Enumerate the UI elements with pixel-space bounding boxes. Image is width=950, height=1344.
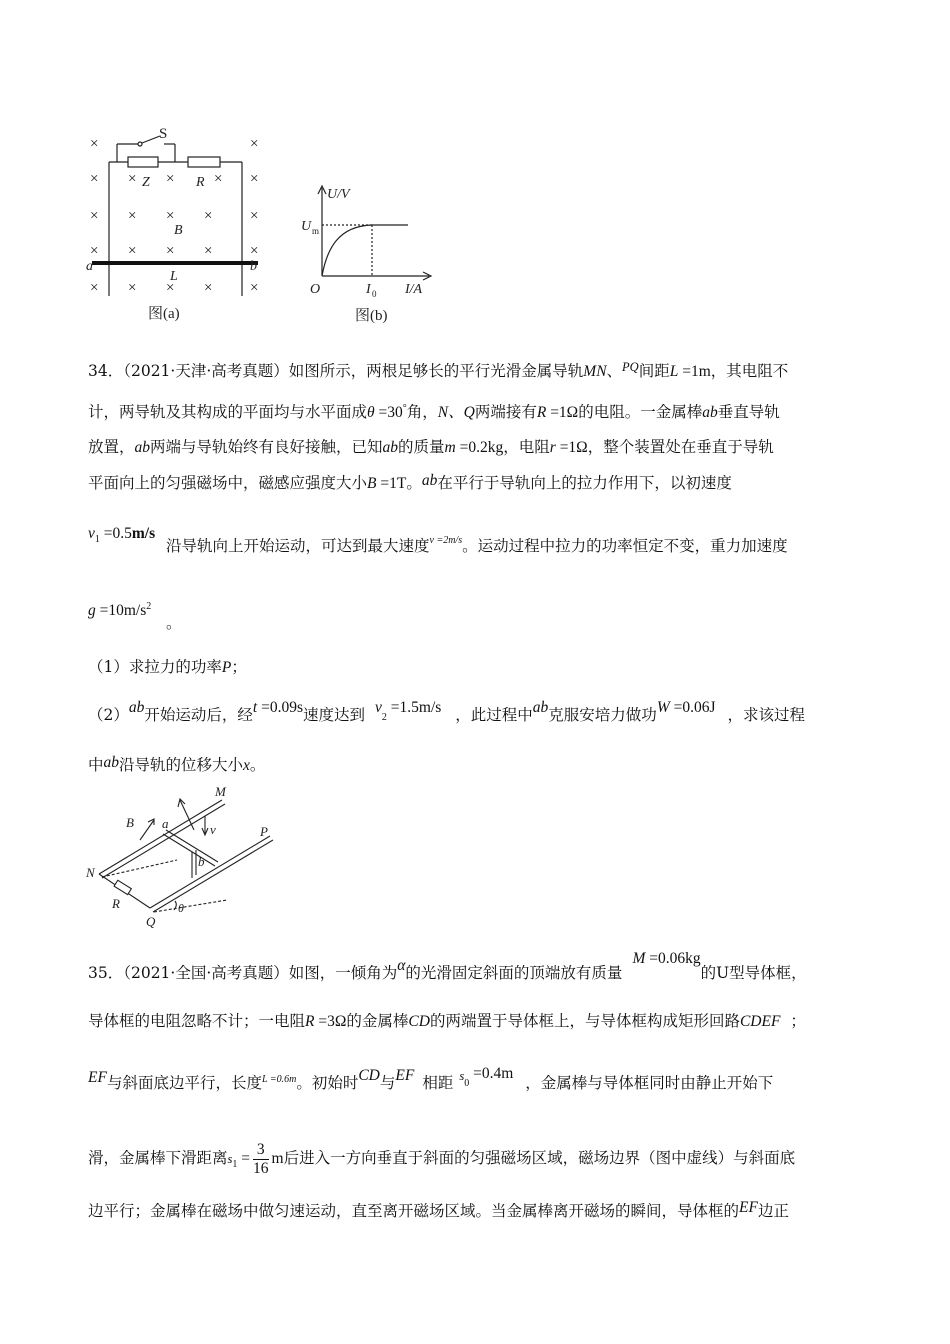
cross-mark: × bbox=[166, 208, 175, 224]
cross-mark: × bbox=[128, 208, 137, 224]
resistor-r-label: R bbox=[196, 175, 205, 190]
x-axis-label: I/A bbox=[405, 282, 423, 297]
cross-mark: × bbox=[90, 171, 99, 187]
q34-line-6: $g =10m/s^2$ bbox=[88, 601, 152, 620]
q34-part-3: 中ab沿导轨的位移大小x。 bbox=[88, 754, 266, 774]
cross-mark: × bbox=[250, 243, 259, 259]
um-subscript: m bbox=[312, 226, 320, 236]
label-v: v bbox=[210, 822, 216, 837]
q34-line-3: 放置，ab两端与导轨始终有良好接触，已知ab的质量m =0.2kg，电阻r =1Ω，整个装置处在垂直于导轨 bbox=[88, 438, 774, 456]
i0-subscript: 0 bbox=[372, 289, 377, 299]
cross-mark: × bbox=[250, 136, 259, 152]
cross-mark: × bbox=[214, 171, 223, 187]
i0-label: I bbox=[366, 282, 371, 297]
q34-line-5: 沿导轨向上开始运动，可达到最大速度$^{v =2m/s}$。运动过程中拉力的功率恒定不变，重力加速度 bbox=[166, 535, 788, 555]
q34-part-1: （1）求拉力的功率P； bbox=[88, 658, 247, 676]
u-i-curve bbox=[322, 225, 408, 276]
rail-mn bbox=[99, 800, 225, 878]
q34-line-6-end: 。 bbox=[166, 614, 182, 632]
q35-line-3: EF与斜面底边平行，长度$^{L =0.6m}$。初始时CD与EF 相距 $^s_0$ =0.4m，金属棒与导体框同时由静止开始下 bbox=[88, 1065, 774, 1092]
q35-line-4: 滑，金属棒下滑距离$s_1$ = $\frac{3}{16}$ m后进入一方向垂直于斜面的匀强磁场区域，磁场边界（图中虚线）与斜面底 bbox=[88, 1140, 796, 1177]
q34-line-1: 34．（2021·天津·高考真题）如图所示，两根足够长的平行光滑金属导轨MN、$^{PQ}$间距L =1m，其电阻不 bbox=[88, 360, 789, 380]
q34-line-2: 计，两导轨及其构成的平面均与水平面成θ =30°角，N、Q两端接有R =1Ω的电阻。一金属棒ab垂直导轨 bbox=[88, 403, 780, 422]
label-a: a bbox=[162, 816, 169, 831]
figure-a-caption: 图(a) bbox=[148, 306, 180, 322]
point-b-label: b bbox=[250, 259, 257, 274]
label-b: b bbox=[198, 854, 205, 869]
um-label: U bbox=[301, 219, 312, 234]
y-axis-label: U/V bbox=[327, 187, 350, 202]
dashed-horizontal bbox=[154, 900, 227, 912]
cross-mark: × bbox=[166, 171, 175, 187]
fraction-3-16: $\frac{3}{16}$ bbox=[253, 1140, 269, 1177]
q35-line-2: 导体框的电阻忽略不计；一电阻R =3Ω的金属棒CD的两端置于导体框上，与导体框构成矩形回路CDEF ； bbox=[88, 1012, 806, 1030]
q34-line-4: 平面向上的匀强磁场中，磁感应强度大小B =1T。ab在平行于导轨向上的拉力作用下，以初速度 bbox=[88, 472, 732, 492]
figure-34-rails bbox=[82, 782, 282, 932]
cross-mark: × bbox=[250, 208, 259, 224]
cross-mark: × bbox=[90, 280, 99, 296]
cross-mark: × bbox=[250, 280, 259, 296]
cross-mark: × bbox=[204, 243, 213, 259]
field-b-label: B bbox=[174, 223, 183, 238]
label-n: N bbox=[86, 865, 95, 880]
cross-mark: × bbox=[128, 280, 137, 296]
figure-b-graph bbox=[295, 180, 445, 330]
q35-line-1: 35．（2021·全国·高考真题）如图，一倾角为α的光滑固定斜面的顶端放有质量M =0.06kg的U型导体框， bbox=[88, 950, 807, 982]
cross-mark: × bbox=[204, 280, 213, 296]
cross-mark: × bbox=[166, 243, 175, 259]
cross-mark: × bbox=[250, 171, 259, 187]
b-arrow-2 bbox=[180, 800, 194, 830]
q34-part-2: （2）ab开始运动后，经t =0.09s速度达到 $v_2 =1.5m/s$ ，此过程中ab克服安培力做功W =0.06J ，求该过程 bbox=[88, 699, 806, 724]
cross-mark: × bbox=[128, 243, 137, 259]
dashed-normal bbox=[102, 860, 177, 877]
cross-mark: × bbox=[166, 280, 175, 296]
switch-label: S bbox=[159, 126, 168, 142]
q35-line-5: 边平行；金属棒在磁场中做匀速运动，直至离开磁场区域。当金属棒离开磁场的瞬间，导体框的EF边正 bbox=[88, 1199, 789, 1220]
resistor-z-label: Z bbox=[142, 175, 150, 190]
label-m: M bbox=[215, 784, 226, 799]
cross-mark: × bbox=[90, 136, 99, 152]
figure-a-circuit bbox=[80, 120, 280, 330]
label-b-field: B bbox=[126, 815, 134, 830]
cross-mark: × bbox=[90, 243, 99, 259]
label-q: Q bbox=[146, 914, 156, 929]
origin-label: O bbox=[310, 282, 321, 297]
q34-v1: $v_1 =0.5m/s$ bbox=[88, 525, 156, 546]
b-arrow-1 bbox=[140, 820, 154, 840]
point-a-label: a bbox=[86, 259, 93, 274]
figure-b-caption: 图(b) bbox=[355, 308, 388, 324]
label-r: R bbox=[112, 896, 120, 911]
rail-pq bbox=[150, 836, 273, 912]
label-theta: θ bbox=[178, 901, 184, 915]
cross-mark: × bbox=[128, 171, 137, 187]
length-l-label: L bbox=[170, 269, 178, 284]
cross-mark: × bbox=[204, 208, 213, 224]
cross-mark: × bbox=[90, 208, 99, 224]
resistor-r bbox=[114, 880, 131, 894]
label-p: P bbox=[260, 824, 268, 839]
